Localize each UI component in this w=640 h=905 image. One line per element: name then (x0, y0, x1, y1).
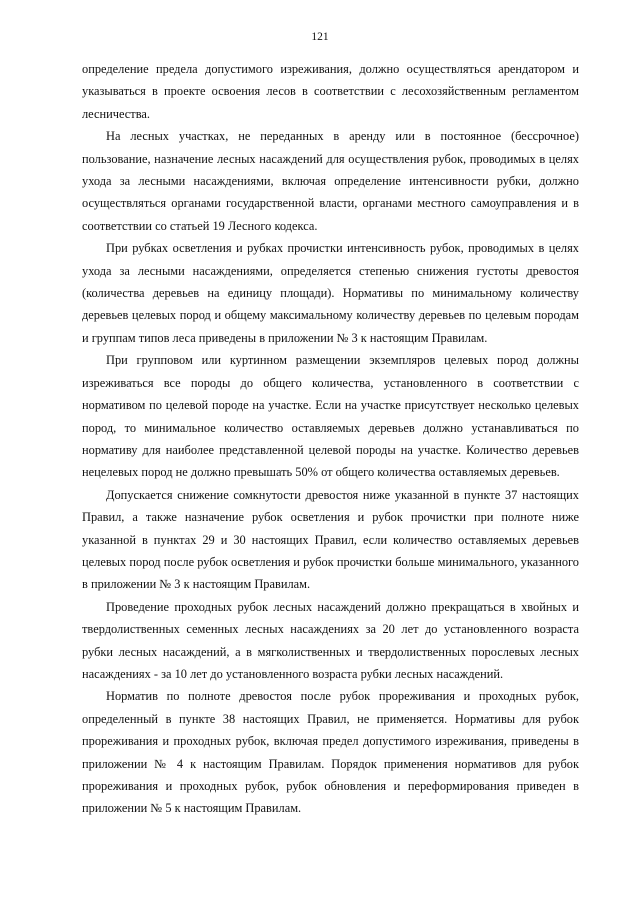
paragraph: Норматив по полноте древостоя после рубок прореживания и проходных рубок, определенный в пункте 38 настоящих Правил, не применяется. Нормативы для рубок прореживания и проходных рубок, включая предел допустимого изреживания, приведены в приложении № 4 к настоящим Правилам. Порядок применения нормативов для рубок прореживания и проходных рубок, рубок обновления и переформирования приведен в приложении № 5 к настоящим Правилам. (82, 689, 579, 816)
paragraph: На лесных участках, не переданных в аренду или в постоянное (бессрочное) пользование, назначение лесных насаждений для осуществления рубок, проводимых в целях ухода за лесными насаждениями, включая определение интенсивности рубки, должно осуществляться органами государственной власти, органами местного самоуправления и в соответствии со статьей 19 Лесного кодекса. (82, 129, 579, 233)
paragraph: При рубках осветления и рубках прочистки интенсивность рубок, проводимых в целях ухода за лесными насаждениями, определяется степенью снижения густоты древостоя (количества деревьев на единицу площади). Нормативы по минимальному количеству деревьев целевых пород и общему максимальному количеству деревьев по целевым породам и группам типов леса приведены в приложении № 3 к настоящим Правилам. (82, 241, 579, 345)
page-body (82, 58, 579, 820)
paragraph-continuation: определение предела допустимого изреживания, должно осуществляться арендатором и указываться в проекте освоения лесов в соответствии с лесохозяйственным регламентом лесничества. (82, 62, 579, 121)
paragraph: Допускается снижение сомкнутости древостоя ниже указанной в пункте 37 настоящих Правил, а также назначение рубок осветления и рубок прочистки при полноте ниже указанной в пунктах 29 и 30 настоящих Правил, если количество оставляемых деревьев целевых пород после рубок осветления и рубок прочистки больше минимального, указанного в приложении № 3 к настоящим Правилам. (82, 487, 579, 592)
page-number: 121 (311, 31, 329, 43)
paragraph: При групповом или куртинном размещении экземпляров целевых пород должны изреживаться все породы до общего количества, установленного в соответствии с нормативом по целевой породе на участке. Если на участке присутствует несколько целевых пород, то минимальное количество оставляемых деревьев должно устанавливаться по нормативу для наиболее представленной целевой породы на участке. Количество деревьев нецелевых пород не должно превышать 50% от общего количества оставляемых деревьев. (82, 353, 579, 480)
paragraph: Проведение проходных рубок лесных насаждений должно прекращаться в хвойных и твердолиственных семенных лесных насаждениях за 20 лет до установленного возраста рубки лесных насаждений, а в мягколиственных и твердолиственных порослевых лесных насаждениях - за 10 лет до установленного возраста рубки лесных насаждений. (82, 599, 579, 681)
